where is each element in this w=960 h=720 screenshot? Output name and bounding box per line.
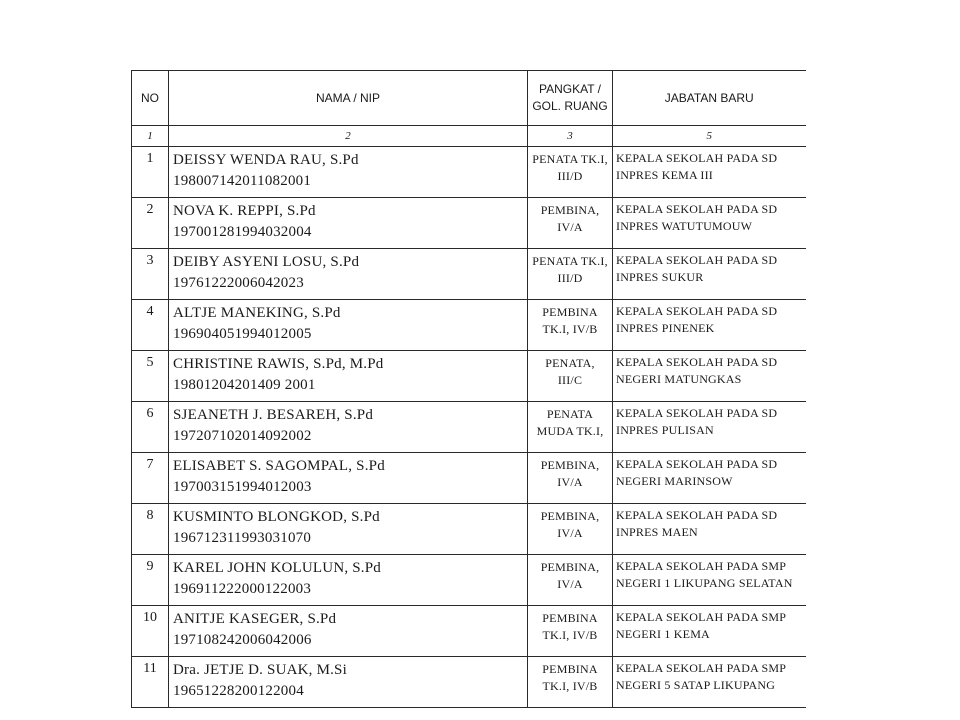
table-row [132, 300, 806, 351]
pangkat-line2: III/C [557, 373, 583, 387]
employee-name: Dra. JETJE D. SUAK, M.Si [173, 662, 347, 678]
pangkat-line2: IV/A [557, 475, 583, 489]
jabatan-line2: INPRES SUKUR [616, 270, 704, 284]
row-pangkat [528, 555, 613, 606]
pangkat-line1: PEMBINA, [540, 560, 600, 574]
jabatan-line2: INPRES PULISAN [616, 423, 714, 437]
row-pangkat [528, 402, 613, 453]
employee-nip: 197003151994012003 [173, 479, 312, 495]
pangkat-line2: IV/A [557, 220, 583, 234]
row-jabatan [613, 351, 806, 402]
row-jabatan [613, 555, 806, 606]
header-pangkat-line2: GOL. RUANG [532, 99, 608, 113]
header-pangkat [528, 71, 613, 126]
row-no: 1 [132, 147, 169, 198]
jabatan-line2: INPRES KEMA III [616, 168, 714, 182]
pangkat-line2: TK.I, IV/B [542, 679, 598, 693]
pangkat-line1: PENATA TK.I, [532, 254, 608, 268]
jabatan-line1: KEPALA SEKOLAH PADA SD [616, 406, 778, 420]
jabatan-line2: NEGERI 1 KEMA [616, 627, 710, 641]
jabatan-line2: INPRES MAEN [616, 525, 698, 539]
jabatan-line2: INPRES WATUTUMOUW [616, 219, 753, 233]
row-no: 7 [132, 453, 169, 504]
employee-name: NOVA K. REPPI, S.Pd [173, 203, 316, 219]
employee-nip: 19801204201409 2001 [173, 377, 316, 393]
row-jabatan [613, 198, 806, 249]
jabatan-line2: NEGERI MARINSOW [616, 474, 733, 488]
row-jabatan [613, 606, 806, 657]
employee-nip: 19651228200122004 [173, 683, 304, 699]
row-no: 3 [132, 249, 169, 300]
jabatan-line1: KEPALA SEKOLAH PADA SD [616, 457, 778, 471]
table-row [132, 504, 806, 555]
row-jabatan [613, 402, 806, 453]
table-row [132, 606, 806, 657]
employee-nip: 197108242006042006 [173, 632, 312, 648]
table-body [132, 147, 806, 708]
table-row [132, 657, 806, 708]
jabatan-line1: KEPALA SEKOLAH PADA SD [616, 355, 778, 369]
employee-nip: 196911222000122003 [173, 581, 312, 597]
pangkat-line1: PEMBINA [542, 611, 598, 625]
row-nama-nip [169, 657, 528, 708]
pangkat-line2: III/D [557, 169, 583, 183]
employee-nip: 19761222006042023 [173, 275, 304, 291]
employee-name: ANITJE KASEGER, S.Pd [173, 611, 337, 627]
table-row [132, 249, 806, 300]
colnum-no: 1 [132, 126, 169, 147]
colnum-nama: 2 [169, 126, 528, 147]
row-no: 11 [132, 657, 169, 708]
pangkat-line1: PENATA, [545, 356, 595, 370]
row-jabatan [613, 300, 806, 351]
row-pangkat [528, 198, 613, 249]
row-pangkat [528, 657, 613, 708]
colnum-pangkat: 3 [528, 126, 613, 147]
employee-name: KAREL JOHN KOLULUN, S.Pd [173, 560, 381, 576]
pangkat-line1: PEMBINA [542, 305, 598, 319]
row-nama-nip [169, 555, 528, 606]
table-row [132, 147, 806, 198]
header-row [132, 71, 806, 126]
jabatan-line1: KEPALA SEKOLAH PADA SD [616, 151, 778, 165]
pangkat-line1: PENATA TK.I, [532, 152, 608, 166]
employee-name: KUSMINTO BLONGKOD, S.Pd [173, 509, 380, 525]
table-row [132, 453, 806, 504]
pangkat-line2: IV/A [557, 577, 583, 591]
row-pangkat [528, 147, 613, 198]
row-jabatan [613, 249, 806, 300]
row-nama-nip [169, 504, 528, 555]
pangkat-line1: PEMBINA, [540, 203, 600, 217]
column-number-row [132, 126, 806, 147]
row-nama-nip [169, 351, 528, 402]
employee-nip: 196712311993031070 [173, 530, 312, 546]
jabatan-line2: INPRES PINENEK [616, 321, 715, 335]
row-no: 10 [132, 606, 169, 657]
row-no: 4 [132, 300, 169, 351]
table-row [132, 351, 806, 402]
row-nama-nip [169, 402, 528, 453]
jabatan-line2: NEGERI 5 SATAP LIKUPANG [616, 678, 776, 692]
employee-nip: 197207102014092002 [173, 428, 312, 444]
jabatan-line2: NEGERI 1 LIKUPANG SELATAN [616, 576, 793, 590]
row-nama-nip [169, 606, 528, 657]
pangkat-line2: TK.I, IV/B [542, 628, 598, 642]
jabatan-line1: KEPALA SEKOLAH PADA SD [616, 304, 778, 318]
pangkat-line2: TK.I, IV/B [542, 322, 598, 336]
row-pangkat [528, 300, 613, 351]
header-pangkat-line1: PANGKAT / [538, 82, 601, 96]
employee-name: DEIBY ASYENI LOSU, S.Pd [173, 254, 360, 270]
row-pangkat [528, 606, 613, 657]
jabatan-line1: KEPALA SEKOLAH PADA SMP [616, 661, 787, 675]
employee-name: SJEANETH J. BESAREH, S.Pd [173, 407, 374, 423]
row-no: 8 [132, 504, 169, 555]
row-pangkat [528, 351, 613, 402]
row-no: 2 [132, 198, 169, 249]
row-nama-nip [169, 453, 528, 504]
employee-name: ELISABET S. SAGOMPAL, S.Pd [173, 458, 385, 474]
pangkat-line2: MUDA TK.I, [536, 424, 604, 438]
employee-nip: 198007142011082001 [173, 173, 312, 189]
table-row [132, 402, 806, 453]
jabatan-line1: KEPALA SEKOLAH PADA SD [616, 508, 778, 522]
jabatan-line1: KEPALA SEKOLAH PADA SMP [616, 610, 787, 624]
table-row [132, 198, 806, 249]
jabatan-line1: KEPALA SEKOLAH PADA SMP [616, 559, 787, 573]
employee-nip: 196904051994012005 [173, 326, 312, 342]
header-no: NO [132, 71, 169, 126]
row-nama-nip [169, 198, 528, 249]
employee-name: CHRISTINE RAWIS, S.Pd, M.Pd [173, 356, 384, 372]
row-pangkat [528, 504, 613, 555]
colnum-jabatan: 5 [613, 126, 806, 147]
jabatan-line2: NEGERI MATUNGKAS [616, 372, 742, 386]
row-nama-nip [169, 300, 528, 351]
employee-name: DEISSY WENDA RAU, S.Pd [173, 152, 359, 168]
pangkat-line1: PEMBINA [542, 662, 598, 676]
table-row [132, 555, 806, 606]
header-jabatan: JABATAN BARU [613, 71, 806, 126]
document-table [131, 70, 806, 708]
header-nama-nip: NAMA / NIP [169, 71, 528, 126]
row-pangkat [528, 453, 613, 504]
employee-name: ALTJE MANEKING, S.Pd [173, 305, 341, 321]
jabatan-line1: KEPALA SEKOLAH PADA SD [616, 202, 778, 216]
row-jabatan [613, 453, 806, 504]
row-jabatan [613, 147, 806, 198]
row-no: 9 [132, 555, 169, 606]
row-nama-nip [169, 249, 528, 300]
row-no: 6 [132, 402, 169, 453]
pangkat-line1: PEMBINA, [540, 458, 600, 472]
employee-nip: 197001281994032004 [173, 224, 312, 240]
jabatan-line1: KEPALA SEKOLAH PADA SD [616, 253, 778, 267]
pangkat-line2: III/D [557, 271, 583, 285]
row-pangkat [528, 249, 613, 300]
row-no: 5 [132, 351, 169, 402]
row-jabatan [613, 657, 806, 708]
pangkat-line1: PEMBINA, [540, 509, 600, 523]
pangkat-line1: PENATA [546, 407, 594, 421]
row-nama-nip [169, 147, 528, 198]
row-jabatan [613, 504, 806, 555]
pangkat-line2: IV/A [557, 526, 583, 540]
